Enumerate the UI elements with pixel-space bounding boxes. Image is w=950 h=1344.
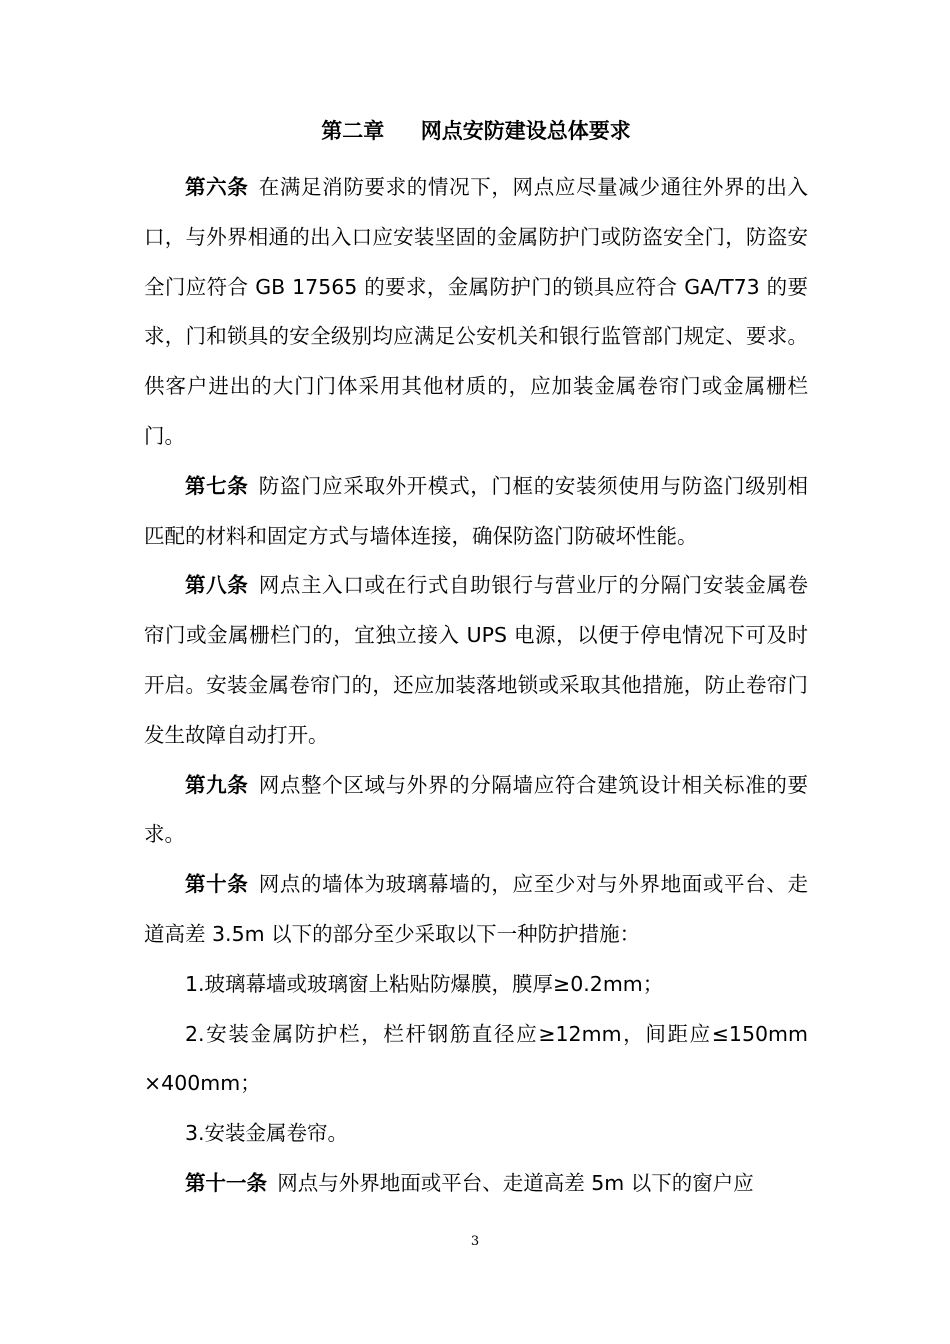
article-label: 第六条 xyxy=(185,175,249,199)
chapter-title: 第二章 网点安防建设总体要求 xyxy=(321,119,631,143)
article-text: 网点与外界地面或平台、走道高差 5m 以下的窗户应 xyxy=(277,1170,754,1195)
article-label: 第九条 xyxy=(185,772,249,797)
article-text: 网点整个区域与外界的分隔墙应符合建筑设计相关标准的要求。 xyxy=(144,772,809,847)
article-10 xyxy=(144,860,808,960)
page-number: 3 xyxy=(470,1234,480,1249)
article-text: 网点主入口或在行式自助银行与营业厅的分隔门安装金属卷帘门或金属栅栏门的，宜独立接入 UPS 电源，以便于停电情况下可及时开启。安装金属卷帘门的，还应加装落地锁或采取其他措施，防止卷帘门发生故障自动打开。 xyxy=(144,573,809,747)
article-text: 网点的墙体为玻璃幕墙的，应至少对与外界地面或平台、走道高差 3.5m 以下的部分至少采取以下一种防护措施： xyxy=(144,872,809,946)
article-text: 防盗门应采取外开模式，门框的安装须使用与防盗门级别相匹配的材料和固定方式与墙体连接，确保防盗门防破坏性能。 xyxy=(144,473,809,548)
article-9 xyxy=(144,761,808,861)
article-label: 第七条 xyxy=(185,473,249,498)
article-8 xyxy=(144,561,808,760)
article-6 xyxy=(144,163,808,462)
article-label: 第八条 xyxy=(185,573,249,598)
list-item: 3.安装金属卷帘。 xyxy=(185,1121,349,1146)
article-label: 第十条 xyxy=(185,872,249,897)
article-label: 第十一条 xyxy=(185,1170,267,1195)
document-page xyxy=(144,113,808,1209)
article-11 xyxy=(144,1159,808,1209)
article-text: 在满足消防要求的情况下，网点应尽量减少通往外界的出入口，与外界相通的出入口应安装坚固的金属防护门或防盗安全门，防盗安全门应符合 GB 17565 的要求，金属防护门的锁具应符合 GA/T73 的要求，门和锁具的安全级别均应满足公安机关和银行监管部门规定、要求。供客户进出的大门门体采用其他材质的，应加装金属卷帘门或金属栅栏门。 xyxy=(144,175,809,448)
list-item: 1.玻璃幕墙或玻璃窗上粘贴防爆膜，膜厚≥0.2mm； xyxy=(185,971,664,996)
article-7 xyxy=(144,462,808,562)
list-item: 2.安装金属防护栏，栏杆钢筋直径应≥12mm，间距应≤150mm ×400mm； xyxy=(144,1021,808,1096)
